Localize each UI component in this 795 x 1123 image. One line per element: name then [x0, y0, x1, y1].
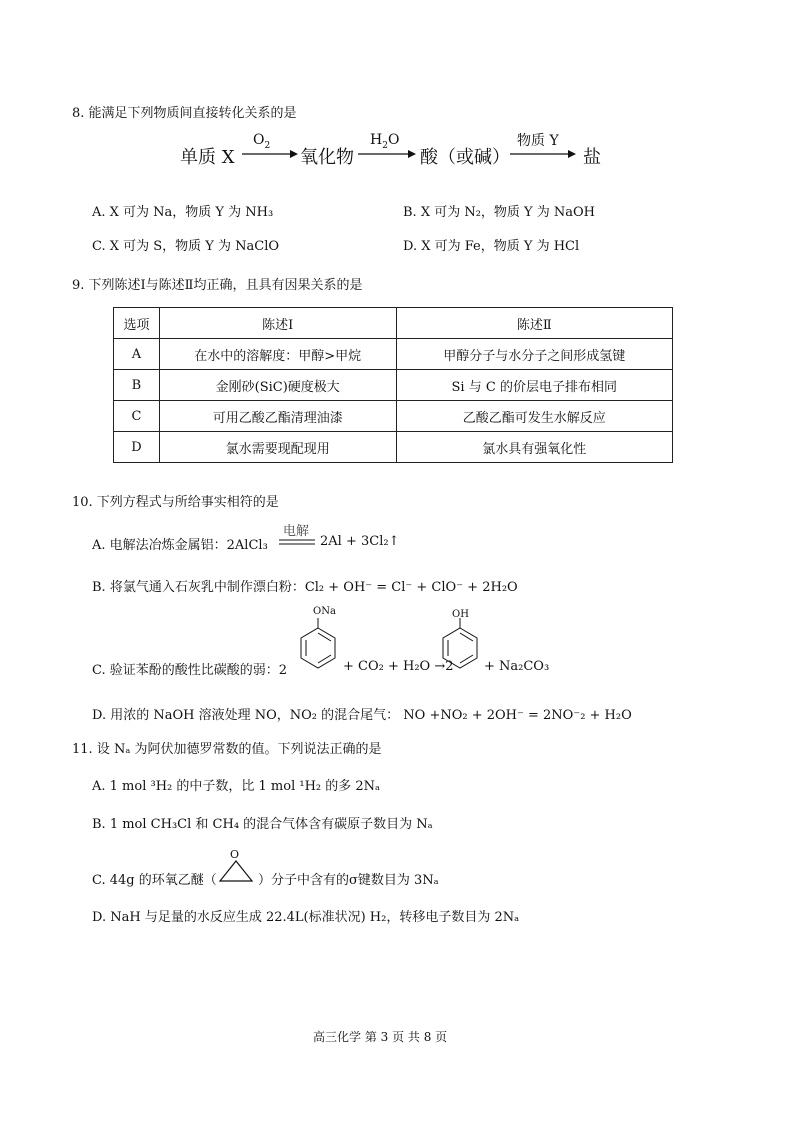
q9-stem: 9. 下列陈述Ⅰ与陈述Ⅱ均正确，且具有因果关系的是	[72, 278, 363, 293]
epoxide-ring-icon	[218, 859, 254, 885]
q10-option-d[interactable]: D. 用浓的 NaOH 溶液处理 NO，NO₂ 的混合尾气： NO +NO₂ + 2OH⁻ = 2NO⁻₂ + H₂O	[92, 708, 632, 723]
header-statement-2: 陈述Ⅱ	[396, 308, 673, 339]
row-a-statement-1: 在水中的溶解度：甲醇>甲烷	[159, 339, 396, 370]
row-b-statement-1: 金刚砂(SiC)硬度极大	[159, 370, 396, 401]
q10-option-b[interactable]: B. 将氯气通入石灰乳中制作漂白粉：Cl₂ + OH⁻ = Cl⁻ + ClO⁻ + 2H₂O	[92, 580, 518, 595]
epoxide-oxygen-label: O	[230, 848, 240, 861]
q10-option-c-suffix: + Na₂CO₃	[484, 659, 550, 674]
table-row	[114, 370, 673, 401]
q10-option-a-prefix[interactable]: A. 电解法冶炼金属铝：2AlCl₃	[92, 538, 268, 553]
scheme-arrow-3-label: 物质 Y	[517, 133, 559, 149]
row-a-option: A	[114, 339, 160, 370]
scheme-arrow-1-label: $O_2$	[253, 132, 271, 151]
scheme-arrow-2	[358, 148, 416, 160]
page-footer: 高三化学 第 3 页 共 8 页	[313, 1030, 448, 1044]
scheme-node-oxide: 氧化物	[300, 147, 354, 168]
q10-option-c-prefix[interactable]: C. 验证苯酚的酸性比碳酸的弱：2	[92, 663, 288, 678]
phenol-substituent-label: OH	[452, 609, 469, 620]
scheme-node-acid-or-base: 酸（或碱）	[420, 147, 510, 168]
q8-option-a[interactable]: A. X 可为 Na，物质 Y 为 NH₃	[92, 205, 274, 220]
row-c-option: C	[114, 401, 160, 432]
scheme-node-salt: 盐	[583, 147, 601, 168]
row-d-option: D	[114, 432, 160, 463]
table-row	[114, 339, 673, 370]
row-d-statement-1: 氯水需要现配现用	[159, 432, 396, 463]
scheme-arrow-1	[242, 148, 298, 160]
scheme-node-element-x: 单质 X	[180, 147, 235, 168]
q8-option-b[interactable]: B. X 可为 N₂，物质 Y 为 NaOH	[403, 205, 596, 220]
q10-option-c-middle: + CO₂ + H₂O →2	[343, 659, 454, 674]
q8-stem: 8. 能满足下列物质间直接转化关系的是	[72, 106, 297, 121]
table-row	[114, 401, 673, 432]
header-option: 选项	[114, 308, 160, 339]
row-a-statement-2: 甲醇分子与水分子之间形成氢键	[396, 339, 673, 370]
q11-option-a[interactable]: A. 1 mol ³H₂ 的中子数，比 1 mol ¹H₂ 的多 2Nₐ	[92, 779, 381, 794]
row-b-statement-2: Si 与 C 的价层电子排布相同	[396, 370, 673, 401]
q11-option-c-suffix: ）分子中含有的σ键数目为 3Nₐ	[258, 873, 439, 888]
scheme-arrow-2-label: $H_2O$	[370, 132, 400, 151]
benzene-ring-icon	[440, 618, 480, 672]
q8-option-d[interactable]: D. X 可为 Fe，物质 Y 为 HCl	[403, 239, 580, 254]
phenoxide-substituent-label: ONa	[313, 606, 336, 617]
q9-table	[113, 307, 673, 463]
row-c-statement-2: 乙酸乙酯可发生水解反应	[396, 401, 673, 432]
equals-sign-icon	[279, 538, 315, 546]
row-b-option: B	[114, 370, 160, 401]
q11-option-d[interactable]: D. NaH 与足量的水反应生成 22.4L(标准状况) H₂，转移电子数目为 2Nₐ	[92, 910, 520, 925]
q10-option-a-suffix: 2Al + 3Cl₂↑	[320, 534, 400, 549]
q11-option-b[interactable]: B. 1 mol CH₃Cl 和 CH₄ 的混合气体含有碳原子数目为 Nₐ	[92, 817, 433, 832]
q8-option-c[interactable]: C. X 可为 S，物质 Y 为 NaClO	[92, 239, 280, 254]
q10-stem: 10. 下列方程式与所给事实相符的是	[72, 495, 279, 510]
row-d-statement-2: 氯水具有强氧化性	[396, 432, 673, 463]
benzene-ring-icon	[298, 618, 338, 672]
row-c-statement-1: 可用乙酸乙酯清理油漆	[159, 401, 396, 432]
scheme-arrow-3	[510, 148, 576, 160]
header-statement-1: 陈述Ⅰ	[159, 308, 396, 339]
q11-stem: 11. 设 Nₐ 为阿伏加德罗常数的值。下列说法正确的是	[72, 742, 382, 757]
q10-electrolysis-condition: 电解	[283, 524, 310, 539]
table-row	[114, 432, 673, 463]
q11-option-c-prefix[interactable]: C. 44g 的环氧乙醚（	[92, 873, 217, 888]
table-header-row	[114, 308, 673, 339]
